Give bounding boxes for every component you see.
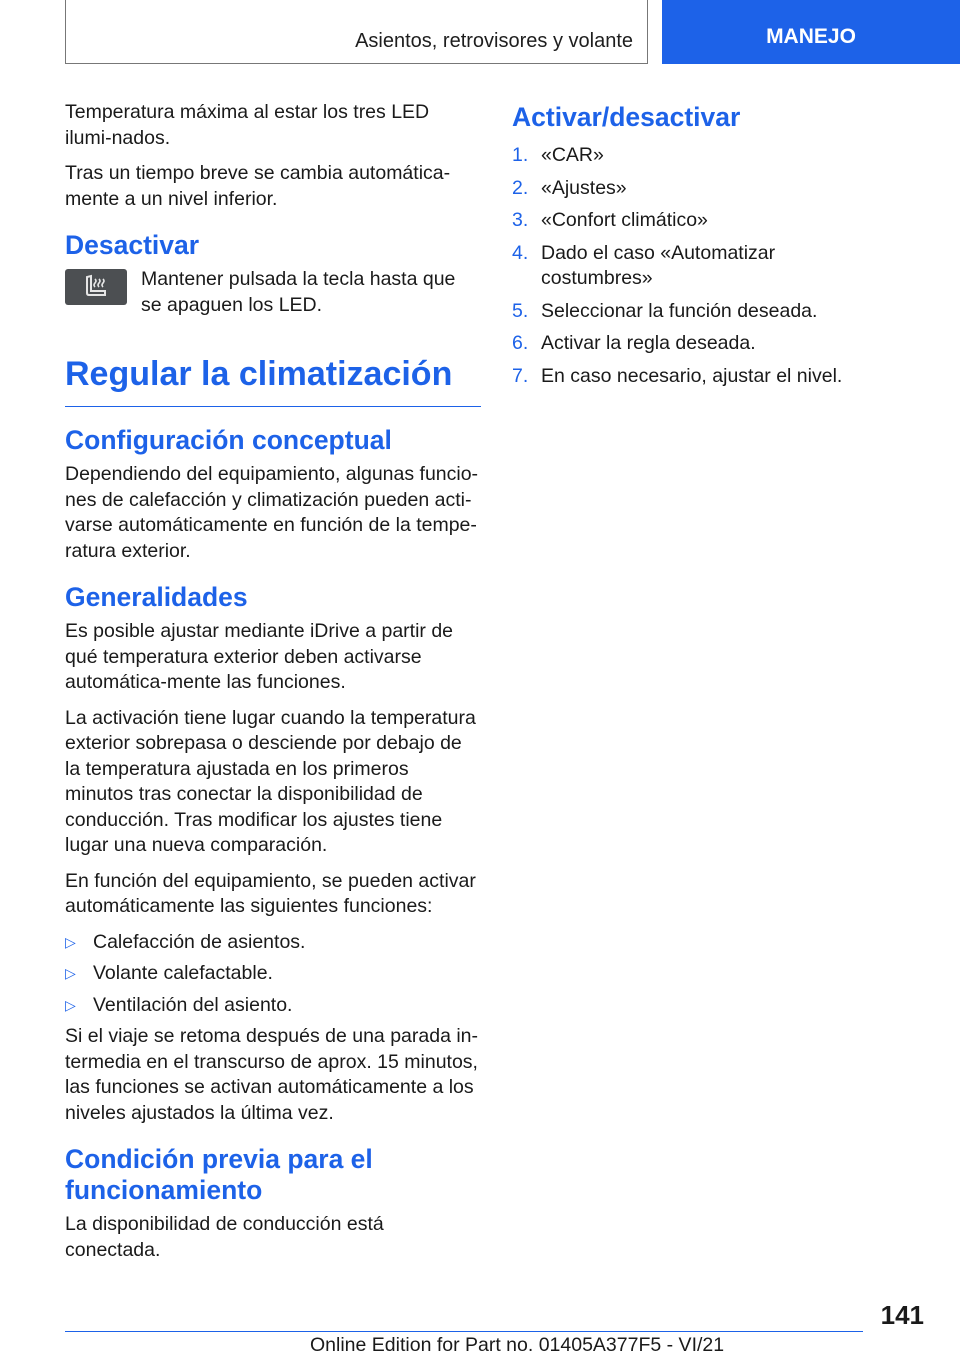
step-item	[512, 331, 892, 357]
subheading-desactivar: Desactivar	[65, 230, 200, 260]
right-column	[512, 100, 892, 396]
edition-label: Online Edition for Part no. 01405A377F5 - VI/21	[310, 1334, 725, 1356]
header-section-box	[65, 0, 648, 64]
list-item-text: Ventilación del asiento.	[93, 993, 293, 1016]
header-section-title: Asientos, retrovisores y volante	[355, 30, 633, 52]
paragraph: Dependiendo del equipamiento, algunas funcio-nes de calefacción y climatización pueden acti-varse automáticamente en función de la tempe-ratura exterior.	[65, 463, 479, 562]
header-chapter-label: MANEJO	[766, 25, 856, 48]
step-item	[512, 241, 892, 292]
function-list	[65, 930, 481, 1019]
list-item	[65, 993, 481, 1019]
step-text: «Ajustes»	[541, 176, 627, 199]
step-number: 7.	[512, 364, 529, 387]
paragraph: Tras un tiempo breve se cambia automática-mente a un nivel inferior.	[65, 162, 451, 210]
step-text: «Confort climático»	[541, 209, 708, 231]
step-text: Dado el caso «Automatizar costumbres»	[541, 241, 776, 289]
list-item	[65, 961, 481, 987]
list-item-text: Volante calefactable.	[93, 962, 273, 984]
paragraph: La disponibilidad de conducción está conectada.	[65, 1213, 384, 1261]
step-text: Seleccionar la función deseada.	[541, 299, 818, 322]
paragraph: En función del equipamiento, se pueden activar automáticamente las siguientes funciones:	[65, 869, 476, 917]
step-item	[512, 143, 892, 169]
paragraph: Si el viaje se retoma después de una parada in-termedia en el transcurso de aprox. 15 minutos, las funciones se activan automáticamente a los niveles ajustados la última vez.	[65, 1025, 479, 1124]
step-item	[512, 364, 892, 390]
step-number: 5.	[512, 299, 529, 322]
step-text: «CAR»	[541, 144, 604, 166]
subheading-precondition: Condición previa para el funcionamiento	[65, 1144, 373, 1205]
step-item	[512, 299, 892, 325]
section-heading: Regular la climatización	[65, 354, 481, 407]
subheading-activar: Activar/desactivar	[512, 102, 741, 132]
list-item-text: Calefacción de asientos.	[93, 930, 306, 953]
triangle-bullet-icon: ▷	[65, 996, 76, 1013]
step-number: 4.	[512, 241, 529, 264]
step-number: 3.	[512, 209, 529, 231]
header-chapter-tab[interactable]	[662, 0, 960, 64]
step-item	[512, 176, 892, 202]
step-text: Activar la regla deseada.	[541, 332, 756, 354]
page-number: 141	[880, 1300, 924, 1330]
steps-list	[512, 143, 892, 389]
step-number: 1.	[512, 144, 529, 166]
triangle-bullet-icon: ▷	[65, 965, 76, 981]
triangle-bullet-icon: ▷	[65, 933, 76, 950]
seat-heating-icon	[81, 273, 111, 301]
step-number: 6.	[512, 332, 529, 354]
seat-heating-button	[65, 269, 127, 305]
desactivar-text: Mantener pulsada la tecla hasta que se apaguen los LED.	[141, 268, 456, 316]
desactivar-row	[65, 267, 481, 318]
step-item	[512, 208, 892, 234]
subheading-general: Generalidades	[65, 582, 248, 612]
step-number: 2.	[512, 176, 529, 199]
list-item	[65, 930, 481, 956]
subheading-concept: Configuración conceptual	[65, 425, 392, 455]
footer-divider	[65, 1331, 863, 1332]
paragraph: La activación tiene lugar cuando la temperatura exterior sobrepasa o desciende por debajo de la temperatura ajustada en los primeros minutos tras conectar la disponibilidad de conducción. Tras modificar los ajustes tiene lugar una nueva comparación.	[65, 706, 476, 856]
paragraph: Es posible ajustar mediante iDrive a partir de qué temperatura exterior deben activarse automática-mente las funciones.	[65, 620, 454, 693]
left-column	[65, 100, 481, 1273]
step-text: En caso necesario, ajustar el nivel.	[541, 364, 843, 387]
paragraph: Temperatura máxima al estar los tres LED ilumi-nados.	[65, 101, 430, 149]
